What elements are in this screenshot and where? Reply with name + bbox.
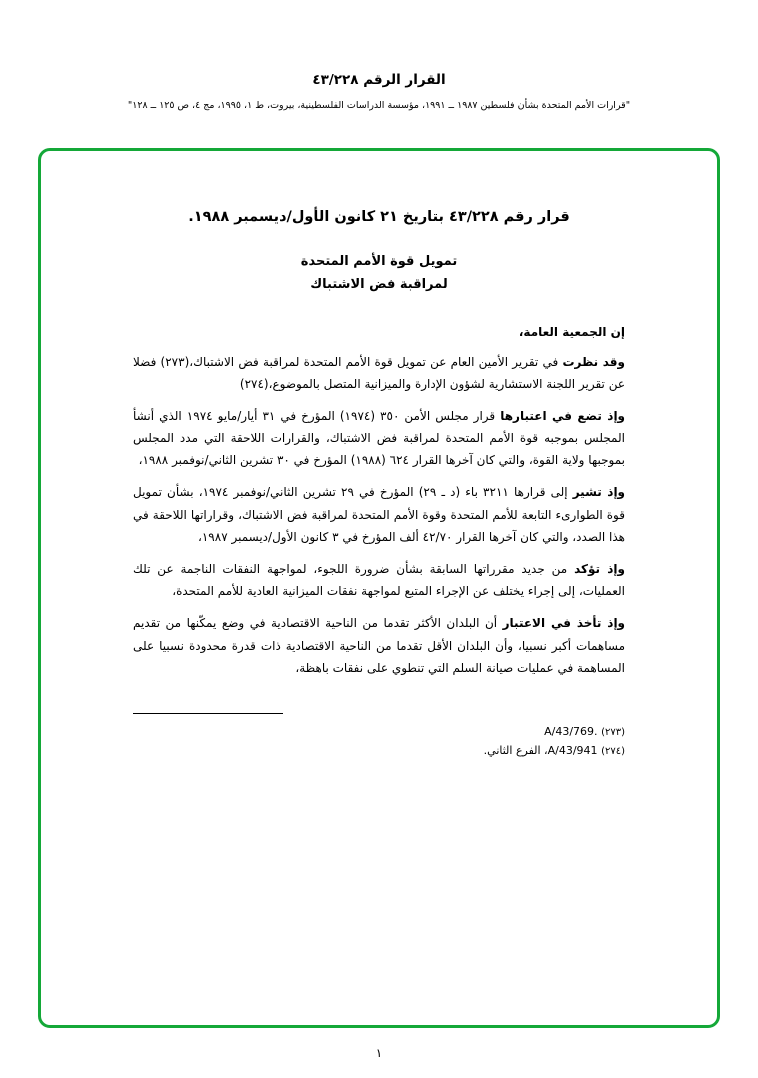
paragraph-lead-in: وقد نظرت xyxy=(562,354,625,369)
page-header xyxy=(0,0,758,112)
page-number: ١ xyxy=(375,1046,383,1060)
content-frame xyxy=(38,148,720,1028)
footnote-item xyxy=(133,741,625,761)
resolution-subject xyxy=(133,251,625,297)
paragraph xyxy=(133,612,625,679)
paragraph-lead-in: وإذ تؤكد xyxy=(574,562,625,576)
paragraph-text: إلى قرارها ٣٢١١ باء (د ـ ٢٩) المؤرخ في ٢٩ تشرين الثاني/نوفمبر ١٩٧٤، بشأن تمويل قوة الطوارىء التابعة للأمم المتحدة وقوة الأمم المتحدة لمراقبة فض الاشتباك، وقراراتها اللاحقة في هذا الصدد، والتي كان آخرها القرار ٤٢/٧٠ ألف المؤرخ في ٣ كانون الأول/ديسمبر ١٩٨٧، xyxy=(133,485,625,544)
footnote-item xyxy=(133,722,625,742)
page-title: القرار الرقم ٤٣/٢٢٨ xyxy=(312,72,446,88)
paragraph xyxy=(133,481,625,548)
footnote-separator xyxy=(133,713,283,714)
paragraph-lead-in: وإذ تأخذ في الاعتبار xyxy=(502,616,626,631)
footnote-text: A/43/769. xyxy=(544,724,598,738)
document-body xyxy=(41,151,717,1025)
footnote-number: (٢٧٤) xyxy=(601,746,625,758)
preamble-lead: إن الجمعية العامة، xyxy=(518,324,625,339)
source-citation: "قرارات الأمم المتحدة بشأن فلسطين ١٩٨٧ ــ ١٩٩١، مؤسسة الدراسات الفلسطينية، بيروت، ط ١، ١٩٩٥، مج ٤، ص ١٢٥ ــ ١٢٨" xyxy=(127,100,631,111)
paragraph xyxy=(133,351,625,395)
footnote-number: (٢٧٣) xyxy=(601,726,625,738)
paragraph-text: من جديد مقرراتها السابقة بشأن ضرورة اللجوء، لمواجهة النفقات الناجمة عن تلك العمليات، إلى إجراء يختلف عن الإجراء المتبع لمواجهة نفقات الميزانية العادية للأمم المتحدة، xyxy=(133,562,625,599)
paragraph-text: أن البلدان الأكثر تقدما من الناحية الاقتصادية في وضع يمكّنها من تقديم مساهمات أكبر نسبيا، وأن البلدان الأقل تقدما من الناحية الاقتصادية ذات قدرة محدودة نسبيا على المساهمة في عمليات صيانة السلم التي تنطوي على نفقات باهظة، xyxy=(133,616,625,675)
footnote-text: A/43/941، الفرع الثاني. xyxy=(483,744,598,758)
preamble-paragraphs xyxy=(133,351,625,679)
paragraph-text: قرار مجلس الأمن ٣٥٠ (١٩٧٤) المؤرخ في ٣١ أيار/مايو ١٩٧٤ الذي أنشأ المجلس بموجبه قوة الأمم المتحدة لمراقبة فض الاشتباك، والقرارات اللاحقة التي مدد المجلس بموجبها ولاية القوة، والتي كان آخرها القرار ٦٢٤ (١٩٨٨) المؤرخ في ٣٠ تشرين الثاني/نوفمبر ١٩٨٨، xyxy=(133,408,625,468)
resolution-subject-line-1: تمويل قوة الأمم المتحدة xyxy=(300,254,458,269)
resolution-subject-line-2: لمراقبة فض الاشتباك xyxy=(310,276,448,292)
paragraph-lead-in: وإذ تشير xyxy=(572,485,626,500)
paragraph-lead-in: وإذ تضع في اعتبارها xyxy=(500,408,626,423)
paragraph-text: في تقرير الأمين العام عن تمويل قوة الأمم المتحدة لمراقبة فض الاشتباك،(٢٧٣) فضلا عن تقرير اللجنة الاستشارية لشؤون الإدارة والميزانية المتصل بالموضوع،(٢٧٤) xyxy=(133,354,625,391)
footnotes xyxy=(133,722,625,761)
paragraph xyxy=(133,558,625,602)
paragraph xyxy=(133,405,625,472)
resolution-heading: قرار رقم ٤٣/٢٢٨ بتاريخ ٢١ كانون الأول/ديسمبر ١٩٨٨. xyxy=(188,209,570,225)
